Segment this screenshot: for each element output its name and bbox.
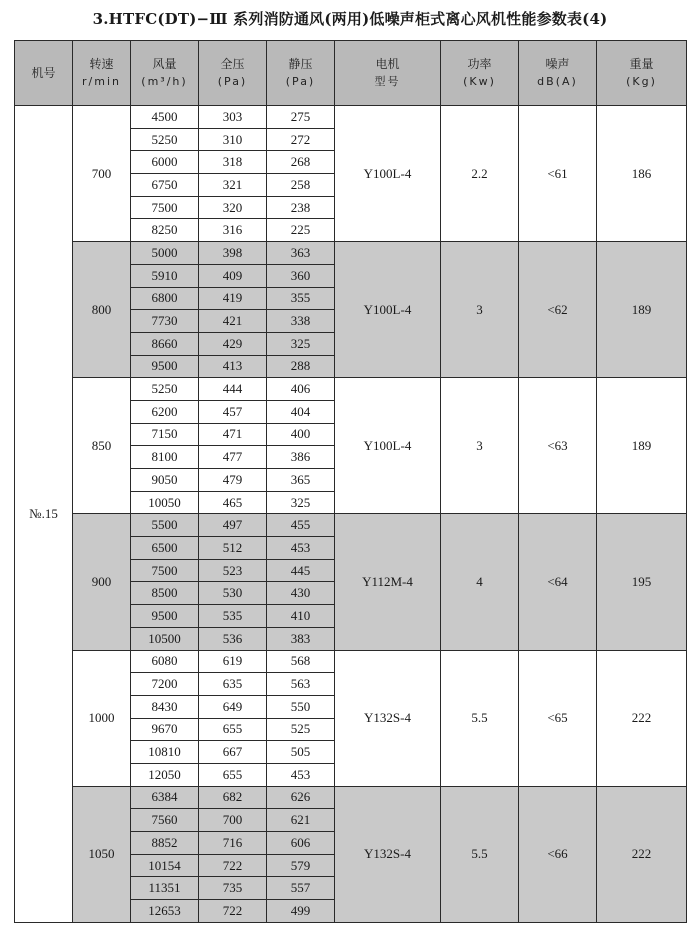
static-pressure-cell: 453	[267, 537, 335, 560]
static-pressure-cell: 621	[267, 809, 335, 832]
model-number-cell: №.15	[15, 106, 73, 923]
header-speed: 转速 r/min	[73, 41, 131, 106]
static-pressure-cell: 238	[267, 196, 335, 219]
total-pressure-cell: 320	[199, 196, 267, 219]
total-pressure-cell: 523	[199, 559, 267, 582]
static-pressure-cell: 404	[267, 400, 335, 423]
flow-cell: 6000	[131, 151, 199, 174]
total-pressure-cell: 398	[199, 242, 267, 265]
total-pressure-cell: 497	[199, 514, 267, 537]
static-pressure-cell: 288	[267, 355, 335, 378]
static-pressure-cell: 430	[267, 582, 335, 605]
total-pressure-cell: 419	[199, 287, 267, 310]
static-pressure-cell: 325	[267, 491, 335, 514]
total-pressure-cell: 444	[199, 378, 267, 401]
static-pressure-cell: 363	[267, 242, 335, 265]
flow-cell: 6200	[131, 400, 199, 423]
weight-cell: 222	[597, 650, 687, 786]
flow-cell: 12653	[131, 900, 199, 923]
static-pressure-cell: 383	[267, 627, 335, 650]
total-pressure-cell: 429	[199, 332, 267, 355]
flow-cell: 7500	[131, 559, 199, 582]
header-motor: 电机 型号	[335, 41, 441, 106]
table-row	[15, 514, 687, 537]
total-pressure-cell: 536	[199, 627, 267, 650]
flow-cell: 6800	[131, 287, 199, 310]
flow-cell: 11351	[131, 877, 199, 900]
noise-cell: <65	[519, 650, 597, 786]
flow-cell: 9050	[131, 469, 199, 492]
noise-cell: <62	[519, 242, 597, 378]
power-cell: 3	[441, 378, 519, 514]
table-row	[15, 106, 687, 129]
static-pressure-cell: 606	[267, 832, 335, 855]
total-pressure-cell: 667	[199, 741, 267, 764]
speed-cell: 800	[73, 242, 131, 378]
total-pressure-cell: 303	[199, 106, 267, 129]
table-row	[15, 650, 687, 673]
flow-cell: 6384	[131, 786, 199, 809]
static-pressure-cell: 275	[267, 106, 335, 129]
motor-cell: Y100L-4	[335, 106, 441, 242]
weight-cell: 222	[597, 786, 687, 922]
header-total-pressure: 全压 (Pa)	[199, 41, 267, 106]
header-static-pressure: 静压 (Pa)	[267, 41, 335, 106]
static-pressure-cell: 325	[267, 332, 335, 355]
flow-cell: 9500	[131, 355, 199, 378]
static-pressure-cell: 563	[267, 673, 335, 696]
motor-cell: Y100L-4	[335, 242, 441, 378]
weight-cell: 189	[597, 242, 687, 378]
flow-cell: 6080	[131, 650, 199, 673]
noise-cell: <66	[519, 786, 597, 922]
flow-cell: 5500	[131, 514, 199, 537]
power-cell: 5.5	[441, 786, 519, 922]
static-pressure-cell: 268	[267, 151, 335, 174]
total-pressure-cell: 716	[199, 832, 267, 855]
static-pressure-cell: 338	[267, 310, 335, 333]
flow-cell: 10050	[131, 491, 199, 514]
flow-cell: 8100	[131, 446, 199, 469]
header-noise: 噪声 dB(A)	[519, 41, 597, 106]
total-pressure-cell: 465	[199, 491, 267, 514]
flow-cell: 7150	[131, 423, 199, 446]
table-row	[15, 378, 687, 401]
flow-cell: 5250	[131, 128, 199, 151]
static-pressure-cell: 568	[267, 650, 335, 673]
static-pressure-cell: 258	[267, 174, 335, 197]
total-pressure-cell: 735	[199, 877, 267, 900]
static-pressure-cell: 445	[267, 559, 335, 582]
static-pressure-cell: 455	[267, 514, 335, 537]
total-pressure-cell: 535	[199, 605, 267, 628]
weight-cell: 186	[597, 106, 687, 242]
motor-cell: Y132S-4	[335, 786, 441, 922]
total-pressure-cell: 700	[199, 809, 267, 832]
header-row	[15, 41, 687, 106]
static-pressure-cell: 272	[267, 128, 335, 151]
weight-cell: 189	[597, 378, 687, 514]
flow-cell: 5000	[131, 242, 199, 265]
header-weight: 重量 (Kg)	[597, 41, 687, 106]
static-pressure-cell: 525	[267, 718, 335, 741]
speed-cell: 850	[73, 378, 131, 514]
total-pressure-cell: 649	[199, 695, 267, 718]
total-pressure-cell: 530	[199, 582, 267, 605]
performance-table	[14, 40, 687, 923]
power-cell: 5.5	[441, 650, 519, 786]
flow-cell: 6500	[131, 537, 199, 560]
total-pressure-cell: 655	[199, 718, 267, 741]
page-title: 3.HTFC(DT)−Ⅲ 系列消防通风(两用)低噪声柜式离心风机性能参数表(4)	[92, 10, 608, 28]
static-pressure-cell: 386	[267, 446, 335, 469]
table-row	[15, 242, 687, 265]
static-pressure-cell: 410	[267, 605, 335, 628]
static-pressure-cell: 400	[267, 423, 335, 446]
static-pressure-cell: 550	[267, 695, 335, 718]
flow-cell: 4500	[131, 106, 199, 129]
flow-cell: 10154	[131, 854, 199, 877]
static-pressure-cell: 557	[267, 877, 335, 900]
total-pressure-cell: 479	[199, 469, 267, 492]
flow-cell: 7500	[131, 196, 199, 219]
total-pressure-cell: 310	[199, 128, 267, 151]
static-pressure-cell: 579	[267, 854, 335, 877]
total-pressure-cell: 477	[199, 446, 267, 469]
header-power: 功率 (Kw)	[441, 41, 519, 106]
motor-cell: Y100L-4	[335, 378, 441, 514]
total-pressure-cell: 655	[199, 763, 267, 786]
flow-cell: 12050	[131, 763, 199, 786]
static-pressure-cell: 505	[267, 741, 335, 764]
noise-cell: <61	[519, 106, 597, 242]
static-pressure-cell: 453	[267, 763, 335, 786]
flow-cell: 8852	[131, 832, 199, 855]
motor-cell: Y132S-4	[335, 650, 441, 786]
flow-cell: 9500	[131, 605, 199, 628]
total-pressure-cell: 722	[199, 854, 267, 877]
header-model: 机号	[15, 41, 73, 106]
static-pressure-cell: 626	[267, 786, 335, 809]
flow-cell: 7730	[131, 310, 199, 333]
speed-cell: 900	[73, 514, 131, 650]
flow-cell: 7560	[131, 809, 199, 832]
motor-cell: Y112M-4	[335, 514, 441, 650]
total-pressure-cell: 321	[199, 174, 267, 197]
speed-cell: 1000	[73, 650, 131, 786]
total-pressure-cell: 318	[199, 151, 267, 174]
static-pressure-cell: 225	[267, 219, 335, 242]
header-flow: 风量 (m³/h)	[131, 41, 199, 106]
flow-cell: 7200	[131, 673, 199, 696]
flow-cell: 5910	[131, 264, 199, 287]
weight-cell: 195	[597, 514, 687, 650]
table-row	[15, 786, 687, 809]
total-pressure-cell: 682	[199, 786, 267, 809]
total-pressure-cell: 421	[199, 310, 267, 333]
total-pressure-cell: 409	[199, 264, 267, 287]
total-pressure-cell: 635	[199, 673, 267, 696]
power-cell: 2.2	[441, 106, 519, 242]
total-pressure-cell: 471	[199, 423, 267, 446]
speed-cell: 700	[73, 106, 131, 242]
flow-cell: 5250	[131, 378, 199, 401]
flow-cell: 8430	[131, 695, 199, 718]
table-body	[15, 106, 687, 923]
noise-cell: <63	[519, 378, 597, 514]
flow-cell: 8660	[131, 332, 199, 355]
total-pressure-cell: 512	[199, 537, 267, 560]
flow-cell: 6750	[131, 174, 199, 197]
speed-cell: 1050	[73, 786, 131, 922]
total-pressure-cell: 413	[199, 355, 267, 378]
flow-cell: 9670	[131, 718, 199, 741]
total-pressure-cell: 457	[199, 400, 267, 423]
noise-cell: <64	[519, 514, 597, 650]
power-cell: 4	[441, 514, 519, 650]
flow-cell: 8500	[131, 582, 199, 605]
static-pressure-cell: 365	[267, 469, 335, 492]
static-pressure-cell: 360	[267, 264, 335, 287]
total-pressure-cell: 722	[199, 900, 267, 923]
static-pressure-cell: 355	[267, 287, 335, 310]
static-pressure-cell: 499	[267, 900, 335, 923]
total-pressure-cell: 316	[199, 219, 267, 242]
power-cell: 3	[441, 242, 519, 378]
total-pressure-cell: 619	[199, 650, 267, 673]
static-pressure-cell: 406	[267, 378, 335, 401]
flow-cell: 10810	[131, 741, 199, 764]
flow-cell: 8250	[131, 219, 199, 242]
flow-cell: 10500	[131, 627, 199, 650]
